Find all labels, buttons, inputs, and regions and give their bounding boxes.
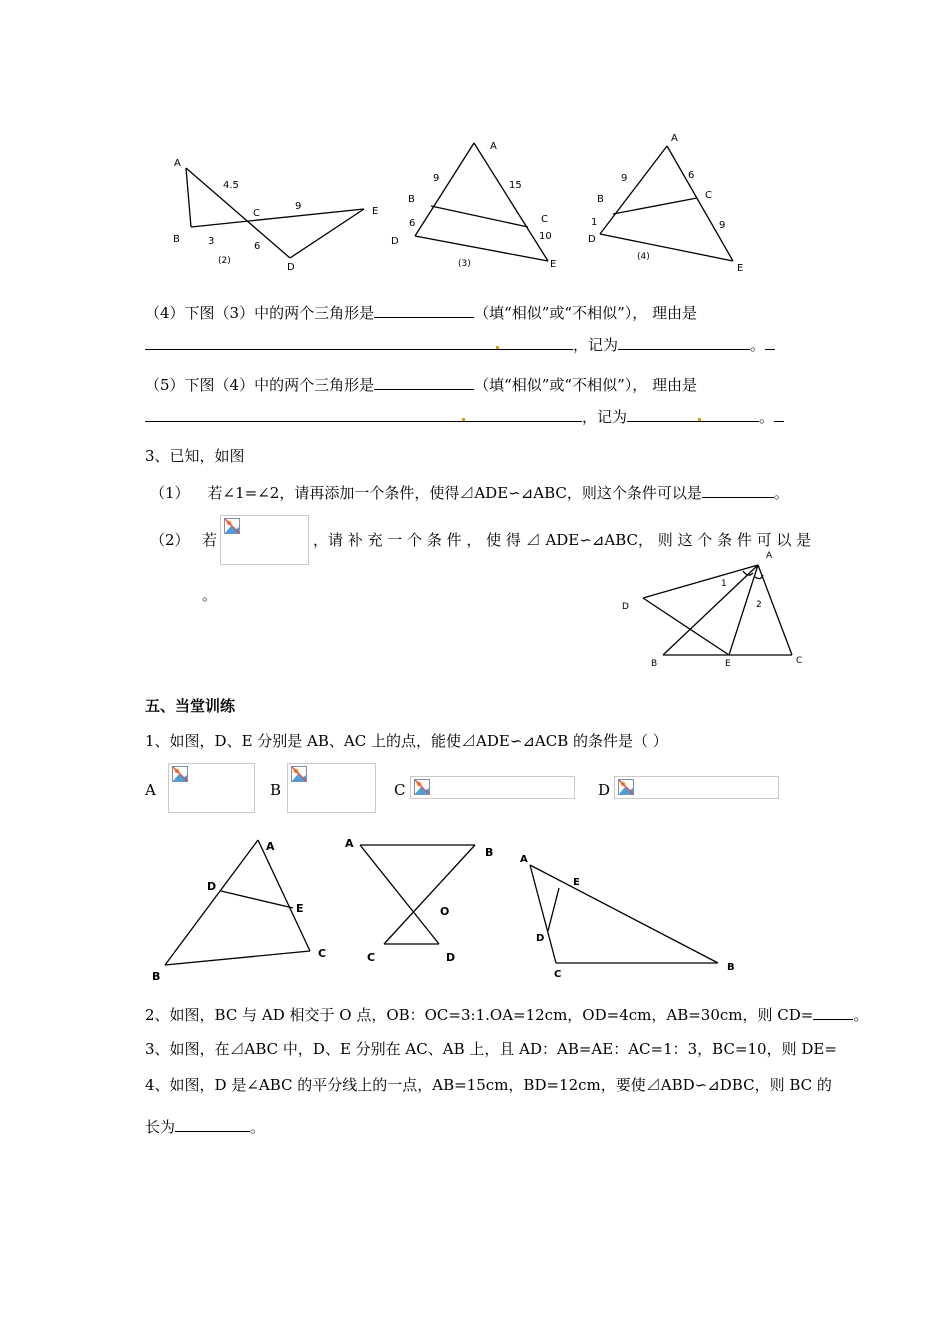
broken-image-icon (224, 518, 240, 534)
svg-text:9: 9 (295, 201, 302, 212)
missing-image-placeholder (220, 515, 309, 565)
s3-item1-end: 。 (773, 484, 789, 502)
svg-text:A: A (490, 141, 497, 152)
svg-text:B: B (727, 962, 735, 973)
option-b-image (287, 763, 376, 813)
option-c-label[interactable]: C (394, 781, 406, 799)
q4-prompt: （4）下图（3）中的两个三角形是 (145, 304, 375, 322)
svg-text:3: 3 (208, 236, 215, 247)
svg-text:D: D (536, 933, 545, 944)
figure-s5-2 (340, 835, 510, 970)
s5-q3: 3、如图，在⊿ABC 中，D、E 分别在 AC、AB 上，且 AD：AB=AE：AC=1：3，BC=10，则 DE= (145, 1040, 837, 1058)
section-heading: 五、当堂训练 (145, 697, 236, 715)
s5-q4-end: 。 (250, 1118, 266, 1136)
s5-q2-end: 。 (853, 1006, 869, 1024)
svg-text:C: C (796, 656, 803, 666)
svg-text:9: 9 (433, 173, 440, 184)
s3-item1-number: （1） (150, 484, 190, 502)
q5-line1 (145, 373, 697, 395)
s5-q2-blank[interactable] (813, 1003, 853, 1020)
svg-text:D: D (622, 602, 629, 612)
q4-end: 。 (750, 336, 766, 354)
svg-text:D: D (287, 262, 295, 273)
svg-text:D: D (207, 880, 217, 893)
s5-q2-text: 2、如图，BC 与 AD 相交于 O 点，OB：OC=3:1.OA=12cm，OD=4cm，AB=30cm，则 CD= (145, 1006, 814, 1024)
q5-line2 (145, 405, 784, 427)
svg-text:O: O (440, 905, 450, 918)
figure-s5-1 (145, 835, 345, 985)
q4-reason-blank[interactable] (145, 333, 573, 350)
broken-image-icon (291, 766, 307, 782)
svg-text:2: 2 (756, 600, 762, 610)
svg-text:15: 15 (509, 180, 522, 191)
s5-q4-label: 长为 (145, 1118, 176, 1136)
q4-line2 (145, 333, 775, 355)
q4-notation-label: ，记为 (573, 336, 619, 354)
svg-text:C: C (705, 190, 712, 201)
q5-notation-label: ，记为 (582, 408, 628, 426)
s5-q4-line1: 4、如图，D 是∠ABC 的平分线上的一点，AB=15cm，BD=12cm，要使⊿ABD∽⊿DBC，则 BC 的 (145, 1076, 832, 1094)
q5-reason-blank[interactable] (145, 405, 582, 422)
svg-text:6: 6 (254, 241, 261, 252)
svg-text:B: B (173, 234, 180, 245)
marker-dot (698, 418, 701, 421)
s3-item2-end: 。 (202, 586, 218, 604)
svg-text:(2): (2) (218, 256, 231, 266)
q4-answer-blank[interactable] (374, 301, 474, 318)
svg-text:C: C (554, 969, 562, 980)
figure-4 (585, 130, 760, 275)
q4-line1 (145, 301, 697, 323)
svg-text:A: A (671, 133, 678, 144)
svg-text:E: E (725, 659, 731, 669)
svg-text:E: E (550, 259, 557, 270)
q5-tail-line (774, 405, 784, 422)
svg-text:B: B (597, 194, 604, 205)
svg-text:D: D (391, 236, 399, 247)
s5-q4-blank[interactable] (175, 1115, 250, 1132)
q4-notation-blank[interactable] (618, 333, 750, 350)
svg-text:A: A (520, 854, 528, 865)
svg-text:B: B (152, 970, 161, 983)
s5-q2 (145, 1003, 868, 1025)
s3-item1-text: 若∠1=∠2，请再添加一个条件，使得⊿ADE∽⊿ABC，则这个条件可以是 (207, 484, 702, 502)
q5-notation-blank[interactable] (627, 405, 759, 422)
svg-text:C: C (253, 208, 260, 219)
option-a-image (168, 763, 255, 813)
q4-tail-line (765, 333, 775, 350)
q5-reason-label: （填“相似”或“不相似”）， 理由是 (474, 376, 698, 394)
figure-2 (160, 150, 390, 275)
option-b-label[interactable]: B (270, 781, 282, 799)
svg-text:E: E (737, 263, 744, 274)
option-d-label[interactable]: D (598, 781, 611, 799)
svg-text:C: C (367, 951, 376, 964)
option-d-image (614, 776, 779, 799)
s3-item1-blank[interactable] (702, 481, 774, 498)
s3-title: 3、已知，如图 (145, 447, 245, 465)
q5-prompt: （5）下图（4）中的两个三角形是 (145, 376, 375, 394)
broken-image-icon (414, 779, 430, 795)
marker-dot (496, 346, 499, 349)
svg-text:10: 10 (539, 231, 552, 242)
svg-text:6: 6 (688, 170, 695, 181)
svg-text:D: D (588, 234, 596, 245)
svg-text:B: B (408, 194, 415, 205)
s5-q1: 1、如图，D、E 分别是 AB、AC 上的点，能使⊿ADE∽⊿ACB 的条件是（ ） (145, 732, 668, 750)
svg-text:6: 6 (409, 218, 416, 229)
svg-text:A: A (174, 158, 181, 169)
svg-text:(4): (4) (637, 252, 650, 262)
svg-text:E: E (372, 206, 379, 217)
svg-text:C: C (541, 214, 548, 225)
svg-text:D: D (446, 951, 456, 964)
svg-text:B: B (485, 846, 494, 859)
s3-item2-text: ，请 补 充 一 个 条 件 ， 使 得 ⊿ ADE∽⊿ABC， 则 这 个 条 件 可 以 是 (313, 531, 812, 549)
svg-text:C: C (318, 947, 327, 960)
figure-3 (385, 130, 565, 275)
s3-item1 (150, 481, 789, 503)
svg-text:A: A (266, 840, 275, 853)
svg-text:E: E (296, 902, 304, 915)
svg-text:(3): (3) (458, 259, 471, 269)
svg-text:9: 9 (621, 173, 628, 184)
q5-end: 。 (759, 408, 775, 426)
svg-text:A: A (345, 837, 354, 850)
figure-s3 (615, 545, 815, 670)
broken-image-icon (618, 779, 634, 795)
q4-reason-label: （填“相似”或“不相似”）， 理由是 (474, 304, 698, 322)
option-c-image (410, 776, 575, 799)
figure-s5-3 (510, 845, 750, 980)
svg-text:1: 1 (721, 579, 727, 589)
svg-text:9: 9 (719, 220, 726, 231)
svg-text:A: A (766, 551, 773, 561)
broken-image-icon (172, 766, 188, 782)
svg-text:E: E (573, 877, 580, 888)
q5-answer-blank[interactable] (374, 373, 474, 390)
svg-text:B: B (651, 659, 658, 669)
option-a-label[interactable]: A (145, 781, 156, 799)
svg-text:1: 1 (591, 217, 598, 228)
s3-item2-number: （2） (150, 531, 190, 549)
s3-item2-pre: 若 (202, 531, 218, 549)
marker-dot (462, 418, 465, 421)
svg-text:4.5: 4.5 (223, 180, 239, 191)
s5-q4-line2 (145, 1115, 265, 1137)
